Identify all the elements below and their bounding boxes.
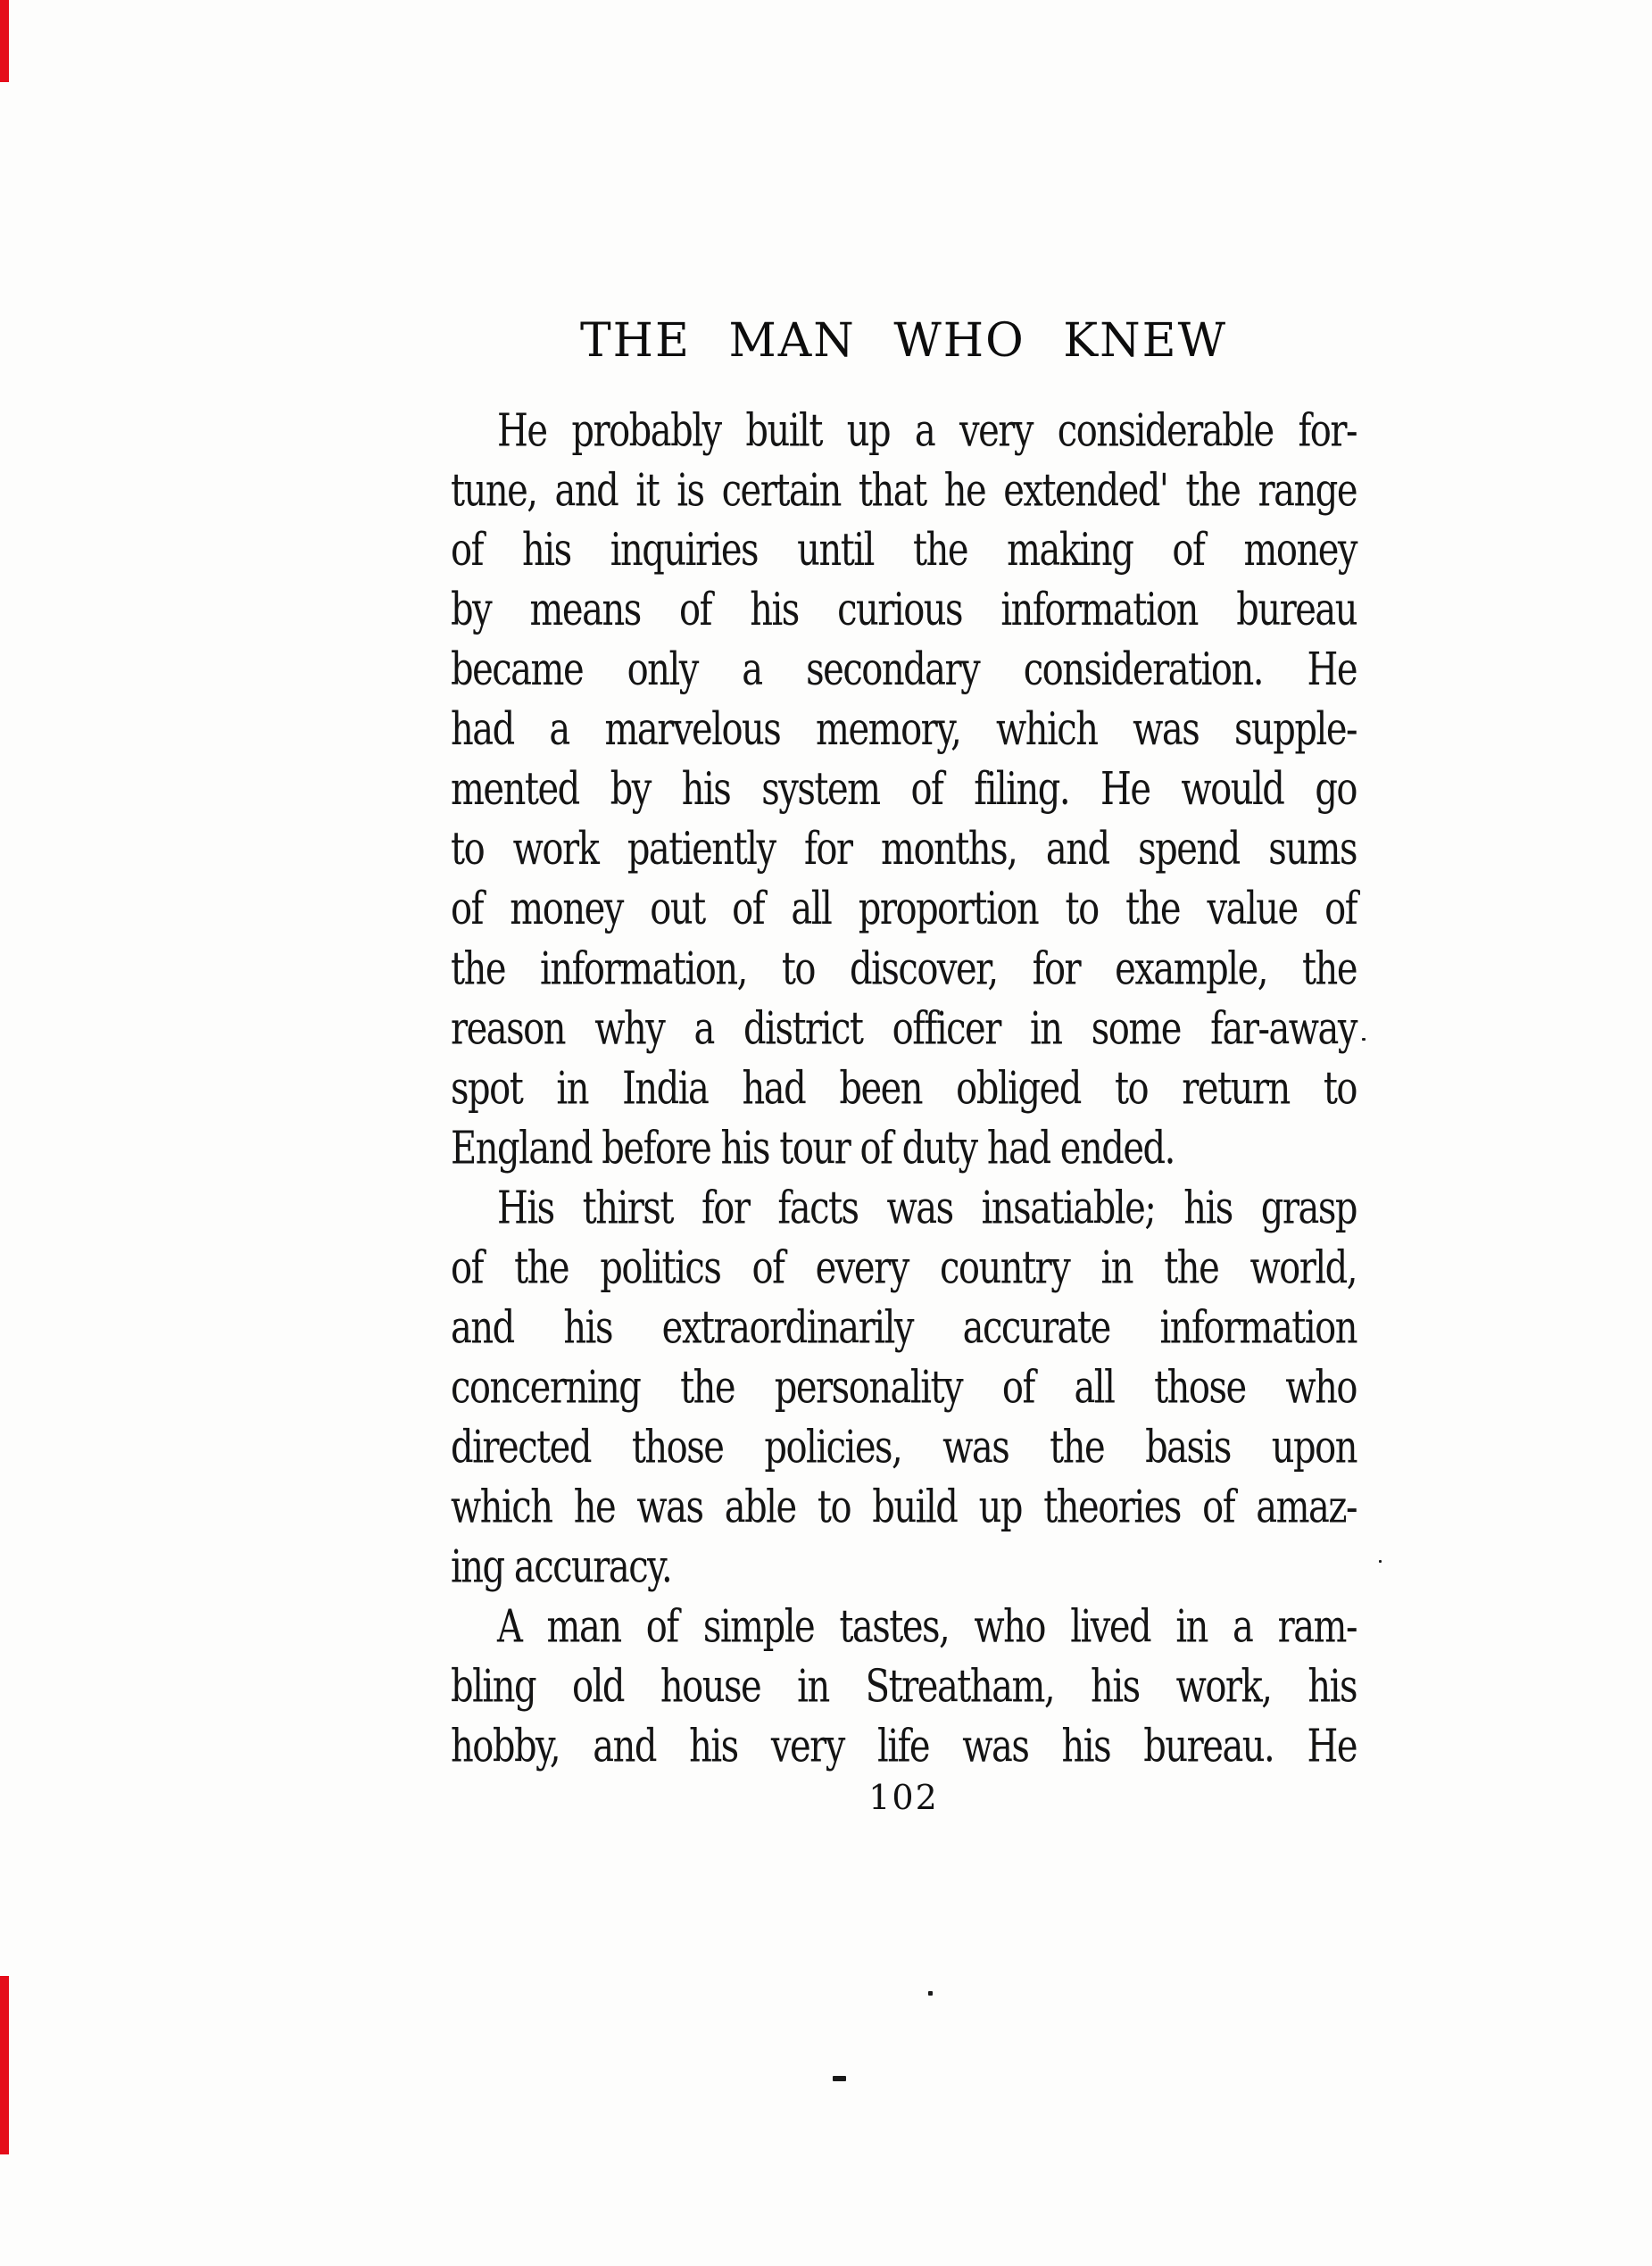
text-line: England before his tour of duty had ended.	[451, 1122, 1175, 1175]
body-text	[451, 402, 1357, 1777]
red-edge-mark-top	[0, 0, 9, 82]
paragraph	[451, 1179, 1357, 1598]
text-line: ing accuracy.	[451, 1540, 672, 1593]
text-line: directed those policies, was the basis upon	[451, 1421, 1357, 1473]
paragraph	[451, 1598, 1357, 1777]
text-line: A man of simple tastes, who lived in a ram-	[497, 1600, 1357, 1653]
page-title: THE MAN WHO KNEW	[579, 314, 1228, 368]
text-line: of his inquiries until the making of money	[451, 524, 1357, 577]
text-line: hobby, and his very life was his bureau. He	[451, 1720, 1357, 1772]
text-line: reason why a district officer in some far-away	[451, 1002, 1357, 1055]
scan-speck	[1362, 1038, 1366, 1041]
text-line: which he was able to build up theories of amaz-	[451, 1481, 1357, 1533]
text-line: of the politics of every country in the world,	[451, 1241, 1357, 1294]
text-line: and his extraordinarily accurate information	[451, 1301, 1357, 1354]
text-line: to work patiently for months, and spend sums	[451, 823, 1357, 876]
page-number: 102	[868, 1778, 939, 1817]
text-line: mented by his system of filing. He would go	[451, 763, 1357, 816]
text-line: by means of his curious information bureau	[451, 584, 1357, 636]
scan-speck	[833, 2076, 846, 2081]
red-edge-mark-bottom	[0, 1976, 9, 2154]
text-line: became only a secondary consideration. He	[451, 643, 1357, 696]
text-line: tune, and it is certain that he extended' the range	[451, 464, 1357, 517]
text-line: of money out of all proportion to the value of	[451, 883, 1357, 935]
text-line: bling old house in Streatham, his work, his	[451, 1660, 1357, 1713]
paragraph	[451, 402, 1357, 1179]
text-line: had a marvelous memory, which was supple-	[451, 703, 1357, 756]
text-line: concerning the personality of all those who	[451, 1361, 1357, 1414]
text-line: the information, to discover, for example, the	[451, 942, 1357, 995]
text-line: spot in India had been obliged to return to	[451, 1062, 1357, 1115]
scan-speck	[1379, 1560, 1382, 1563]
text-line: He probably built up a very considerable for-	[497, 404, 1357, 457]
text-line: His thirst for facts was insatiable; his grasp	[497, 1182, 1357, 1234]
scan-speck	[928, 1991, 933, 1996]
